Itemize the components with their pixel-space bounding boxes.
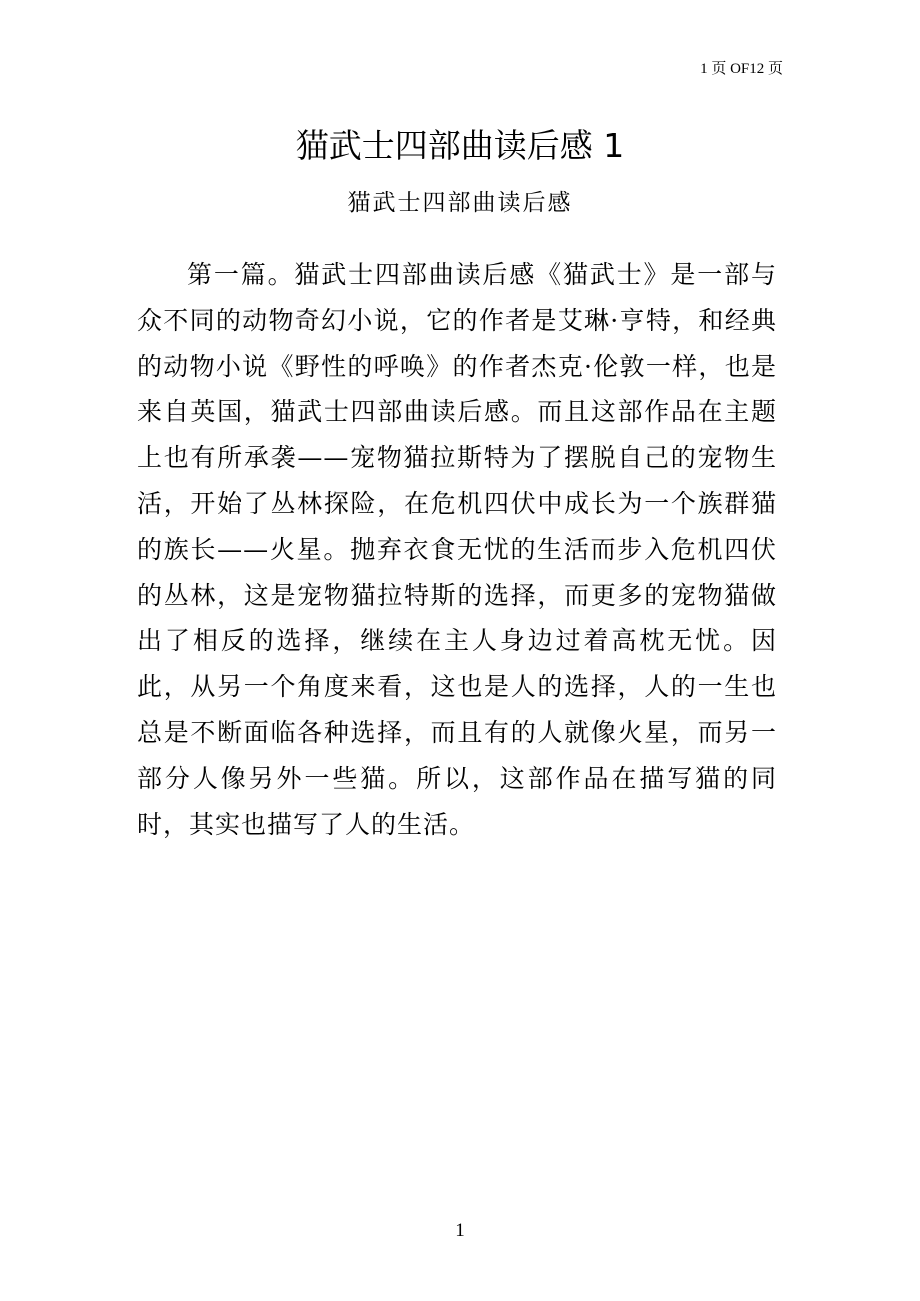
page-number: 1 [455, 1220, 465, 1241]
body-paragraph: 第一篇。猫武士四部曲读后感《猫武士》是一部与众不同的动物奇幻小说，它的作者是艾琳·亨特，和经典的动物小说《野性的呼唤》的作者杰克·伦敦一样，也是来自英国，猫武士四部曲读后感。而且这部作品在主题上也有所承袭——宠物猫拉斯特为了摆脱自己的宠物生活，开始了丛林探险，在危机四伏中成长为一个族群猫的族长——火星。抛弃衣食无忧的生活而步入危机四伏的丛林，这是宠物猫拉特斯的选择，而更多的宠物猫做出了相反的选择，继续在主人身边过着高枕无忧。因此，从另一个角度来看，这也是人的选择，人的一生也总是不断面临各种选择，而且有的人就像火星，而另一部分人像另外一些猫。所以，这部作品在描写猫的同时，其实也描写了人的生活。 [137, 260, 777, 839]
document-title: 猫武士四部曲读后感 1 [295, 126, 625, 165]
document-subtitle: 猫武士四部曲读后感 [347, 190, 573, 216]
page-header-indicator: 1 页 OF12 页 [700, 61, 783, 77]
